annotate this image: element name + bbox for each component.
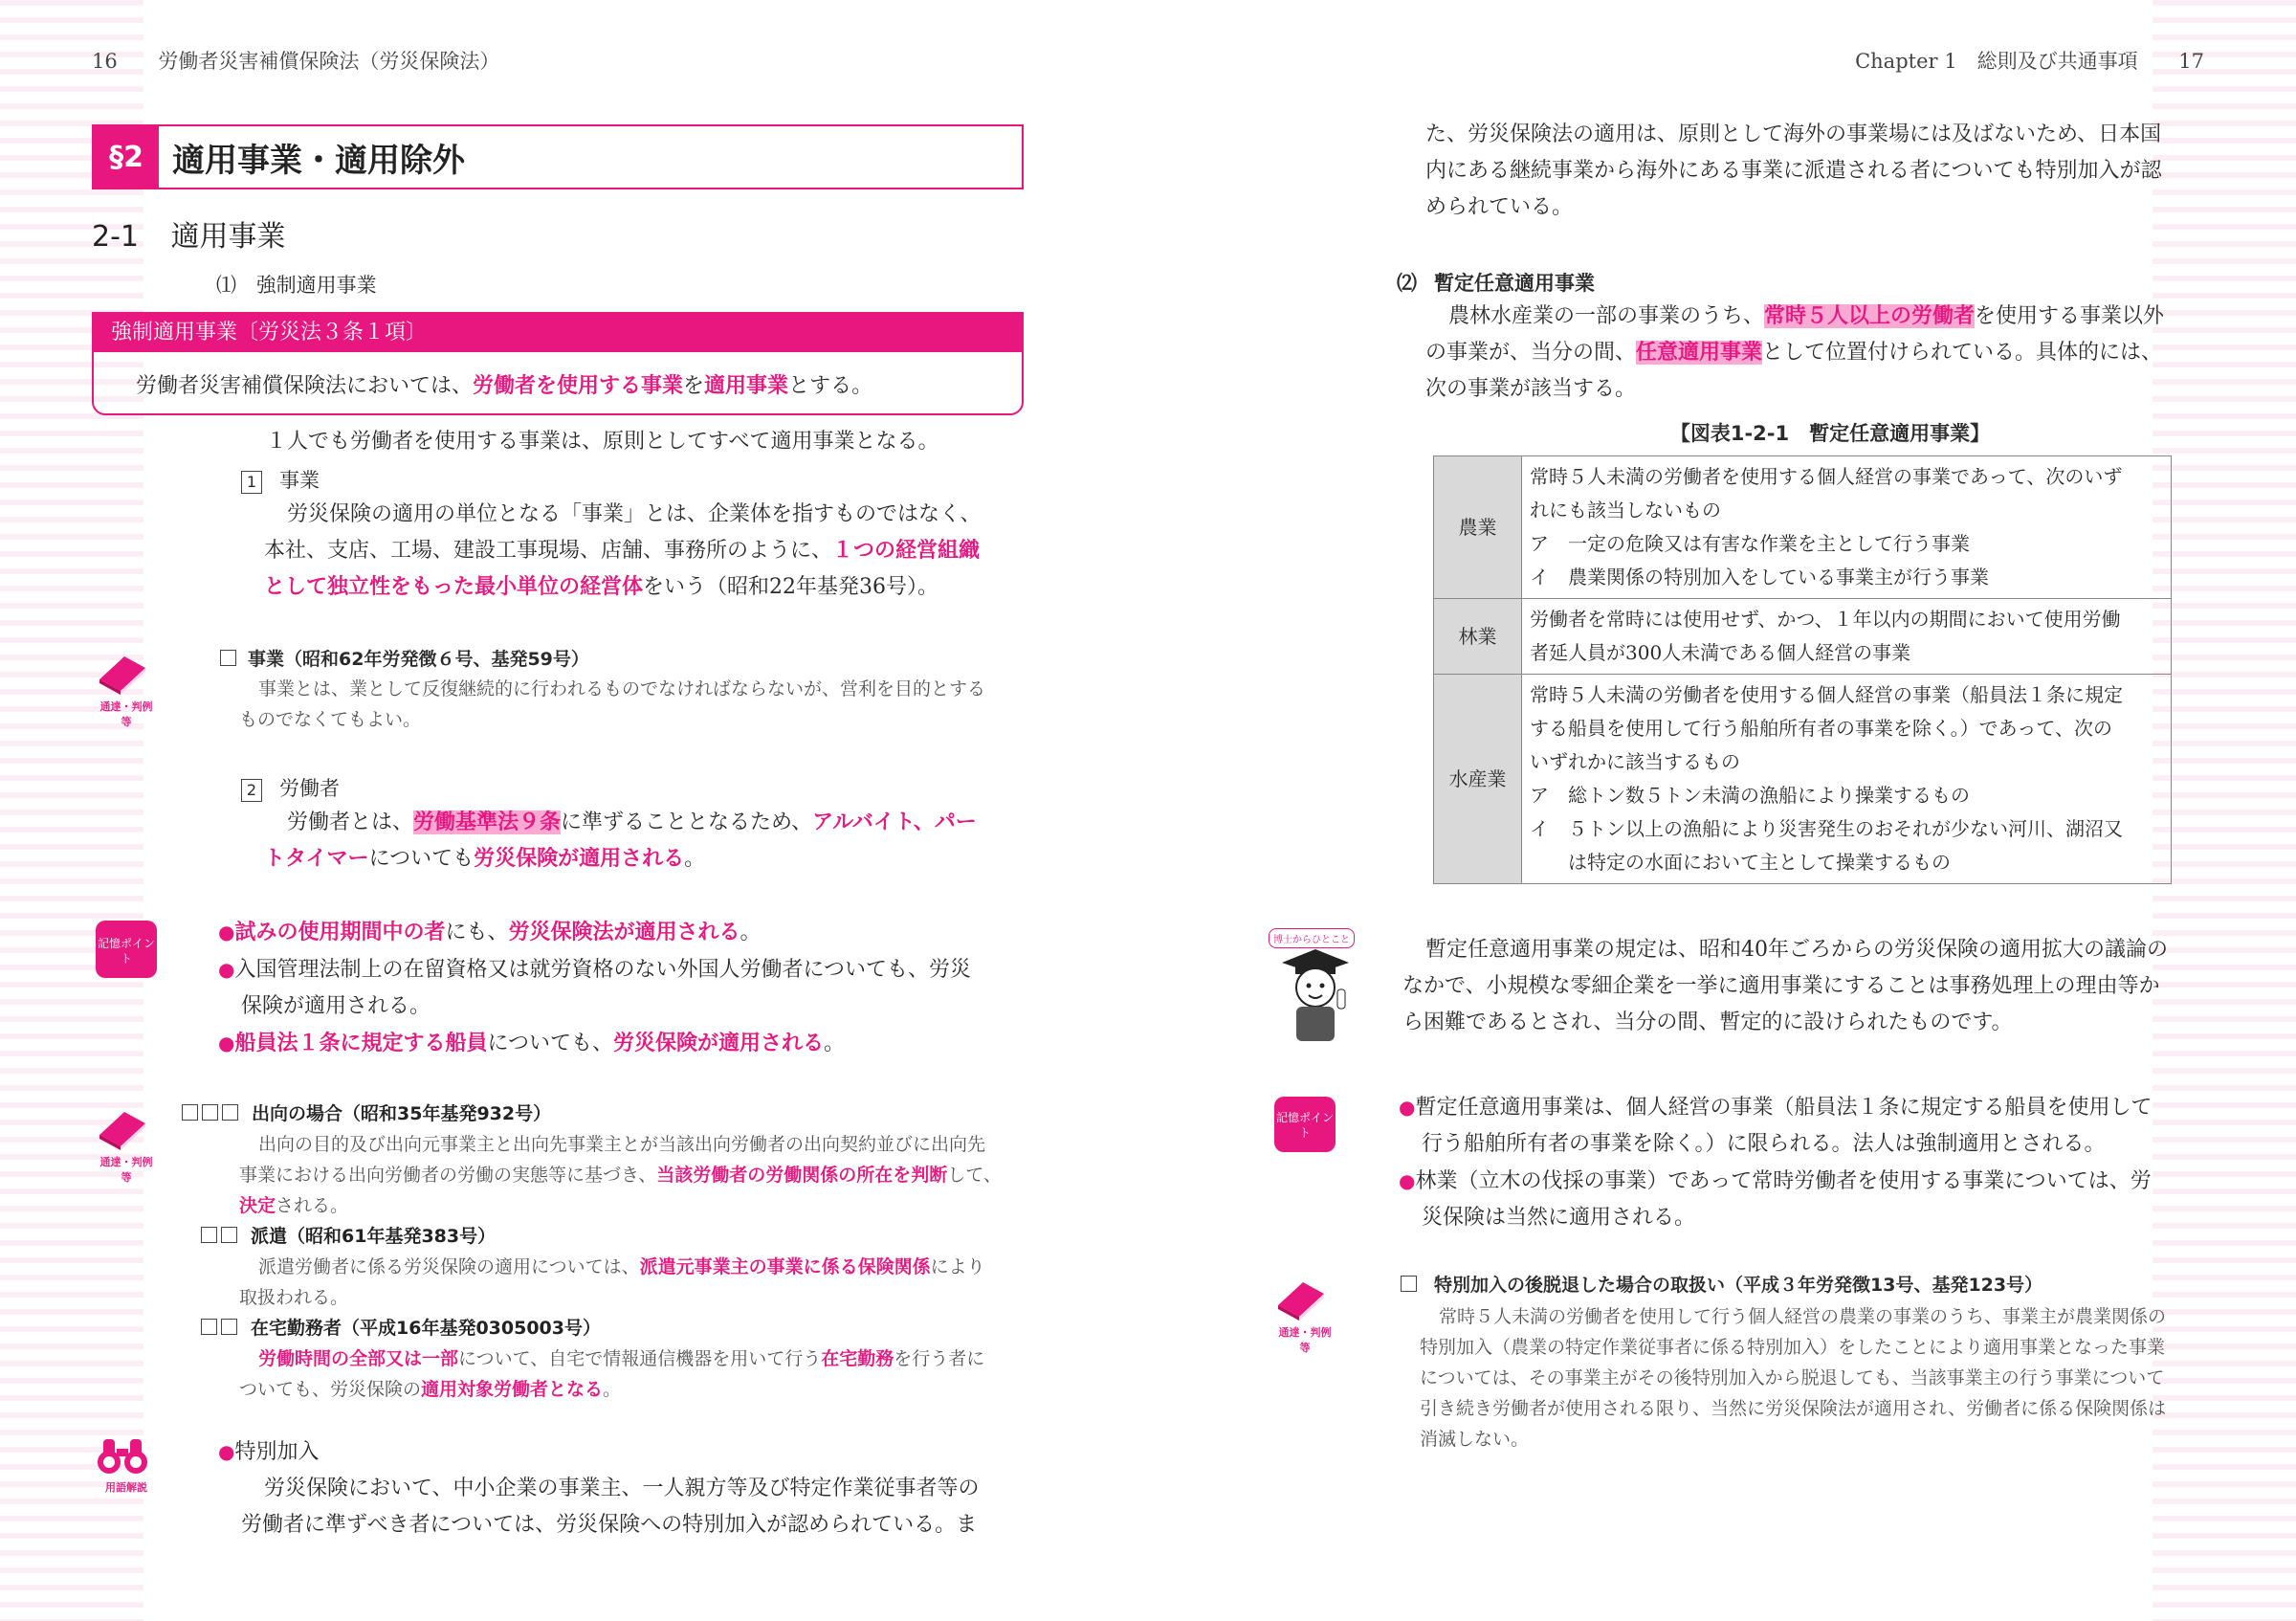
right-top-para: た、労災保険法の適用は、原則として海外の事業場には及ばないため、日本国 内にある継続事業から海外にある事業に派遣される者についても特別加入が認 められている。 [1425,122,2162,219]
memo-badge: 記憶ポイント [96,921,157,978]
tsutatsu-icon: 通達・判例等 [1274,1277,1336,1355]
note2-body: 出向の場合（昭和35年基発932号） 出向の目的及び出向元事業主と出向先事業主とが当該出向労働者の出向契約並びに出向先 事業における出向労働者の労働の実態等に基づき、当該労働者の労働関係の所在を判断して、 決定される。 派遣（昭和61年基発383号） 派遣労働者に係る労災保険の適用については、派遣元事業主の事業に係る保険関係により 取扱われる。 在宅勤務者（平成16年基発0305003号） 労働時間の全部又は一部について、自宅で情報通信機器を用いて行う在宅勤務を行う者に ついても、労災保険の適用対象労働者となる。 [182,1099,1043,1405]
rule-box-text: 労働者災害補償保険法においては、労働者を使用する事業を適用事業とする。 [136,374,873,398]
subsection-heading: 2-1 適用事業 [92,220,286,254]
provisional-table [1433,455,2172,884]
professor-icon [1272,945,1358,1051]
para1: １人でも労働者を使用する事業は、原則としてすべて適用事業となる。 [266,430,939,454]
book-icon [96,651,149,695]
kioku-icon [1274,1097,1336,1152]
section-mark: §2 [94,126,159,188]
memo2-body: ●暫定任意適用事業は、個人経営の事業（船員法１条に規定する船員を使用して 行う船舶所有者の事業を除く。）に限られる。法人は強制適用とされる。 ●林業（立木の伐採の事業）であって常時労働者を使用する事業については、労 災保険は当然に適用される。 [1399,1096,2152,1230]
table-row [1434,456,2172,599]
row-body: 常時５人未満の労働者を使用する個人経営の事業であって、次のいず れにも該当しないもの ア 一定の危険又は有害な作業を主として行う事業 イ 農業関係の特別加入をしている事業主が行う事業 [1522,456,2172,599]
item1-body: 労災保険の適用の単位となる「事業」とは、企業体を指すものではなく、 本社、支店、工場、建設工事現場、店舗、事務所のように、１つの経営組織 として独立性をもった最小単位の経営体をいう（昭和22年基発36号）。 [264,502,982,599]
memo1-body: ●試みの使用期間中の者にも、労災保険法が適用される。 ●入国管理法制上の在留資格又は就労資格のない外国人労働者についても、労災 保険が適用される。 ●船員法１条に規定する船員についても、労災保険が適用される。 [218,921,972,1055]
section-title: 適用事業・適用除外 [172,141,465,180]
table-row [1434,599,2172,675]
item2-body: 労働者とは、労働基準法９条に準ずることとなるため、アルバイト、パー トタイマーについても労災保険が適用される。 [264,810,977,871]
yougo-icon: 用語解説 [96,1435,157,1495]
note1-title: 事業（昭和62年労発徴６号、基発59号） [220,645,589,671]
book-icon [1274,1277,1328,1321]
item2-heading: 2 労働者 [241,773,340,802]
hakase-illustration [1269,928,1364,1053]
table-wrapper [1433,455,2172,884]
right-running-header [1855,46,2204,75]
book-icon [96,1106,149,1150]
tsutatsu-icon: 通達・判例等 [96,651,157,729]
hakase-body: 暫定任意適用事業の規定は、昭和40年ごろからの労災保険の適用拡大の議論の なかで、小規模な零細企業を一挙に適用事業にすることは事務処理上の理由等か ら困難であるとされ、当分の間、暫定的に設けられたものです。 [1402,938,2168,1034]
rule-box-heading: 強制適用事業〔労災法３条１項〕 [94,314,1022,352]
page-number: 16 [92,50,118,73]
binoculars-icon [96,1435,149,1476]
page-number: 17 [2178,50,2204,73]
term-body: ●特別加入 労災保険において、中小企業の事業主、一人親方等及び特定作業従事者等の 労働者に準ずべき者については、労災保険への特別加入が認められている。ま [218,1440,980,1537]
row-body: 労働者を常時には使用せず、かつ、１年以内の期間において使用労働 者延人員が300人未満である個人経営の事業 [1522,599,2172,675]
row-head: 林業 [1434,599,1522,675]
running-title: 労働者災害補償保険法（労災保険法） [158,50,500,73]
rule-box [92,312,1024,415]
note1-body: 事業とは、業として反復継続的に行われるものでなければならないが、営利を目的とする ものでなくてもよい。 [239,678,986,730]
row-body: 常時５人未満の労働者を使用する個人経営の事業（船員法１条に規定 する船員を使用して行う船舶所有者の事業を除く。）であって、次の いずれかに該当するもの ア 総トン数５トン未満の漁船により操業するもの イ ５トン以上の漁船により災害発生のおそれが少ない河川、湖沼又 は特定の水面において主として操業するもの [1522,675,2172,884]
note3-title: 特別加入の後脱退した場合の取扱い（平成３年労発徴13号、基発123号） [1401,1271,2042,1297]
item1-heading: 1 事業 [241,465,320,494]
row-head: 農業 [1434,456,1522,599]
tsutatsu-icon: 通達・判例等 [96,1106,157,1185]
sub1-heading: ⑴ 強制適用事業 [216,274,377,297]
kioku-icon [96,921,157,978]
sub2-heading: ⑵ 暫定任意適用事業 [1397,272,1595,295]
section-title-box [92,124,1024,189]
table-caption: 【図表1-2-1 暫定任意適用事業】 [1669,422,1991,445]
hakase-bubble: 博士からひとこと [1269,928,1355,948]
left-running-header [92,46,499,75]
chapter-title: Chapter 1 総則及び共通事項 [1855,50,2138,73]
sub2-body: 農林水産業の一部の事業のうち、常時５人以上の労働者を使用する事業以外 の事業が、当分の間、任意適用事業として位置付けられている。具体的には、 次の事業が該当する。 [1425,304,2165,401]
row-head: 水産業 [1434,675,1522,884]
memo-badge: 記憶ポイント [1274,1097,1336,1152]
note3-body: 常時５人未満の労働者を使用して行う個人経営の農業の事業のうち、事業主が農業関係の 特別加入（農業の特定作業従事者に係る特別加入）をしたことにより適用事業となった事業 については、その事業主がその後特別加入から脱退しても、当該事業主の行う事業について 引き続き労働者が使用される限り、当然に労災保険法が適用され、労働者に係る保険関係は 消滅しない。 [1420,1306,2167,1450]
table-row [1434,675,2172,884]
